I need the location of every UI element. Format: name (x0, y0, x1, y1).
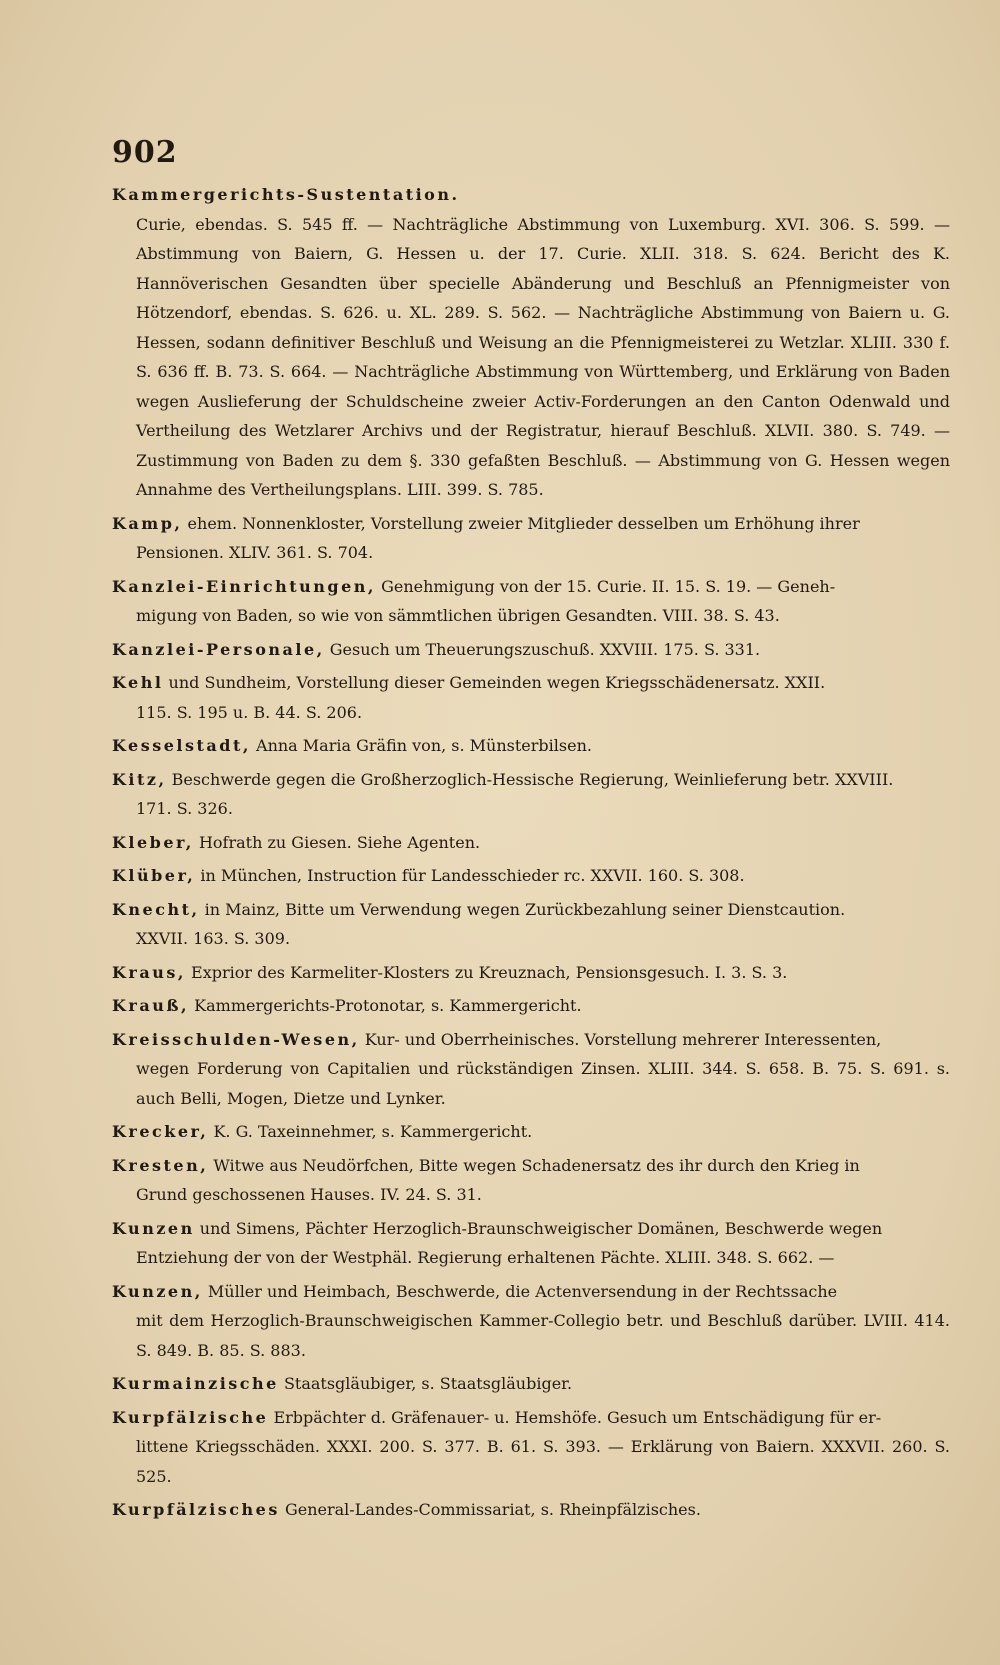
entry-continuation: 115. S. 195 u. B. 44. S. 206. (136, 702, 363, 722)
entry-text: Hofrath zu Giesen. Siehe Agenten. (193, 832, 481, 852)
index-entry (112, 1117, 950, 1147)
index-entry (112, 1025, 950, 1114)
entry-heading: Kanzlei-Personale, (112, 639, 325, 659)
index-entry (112, 1369, 950, 1399)
index-entry (112, 1495, 950, 1525)
index-entry (112, 958, 950, 988)
entry-heading: Kamp, (112, 513, 183, 533)
entry-heading: Kraus, (112, 962, 186, 982)
index-entry (112, 668, 950, 727)
entry-continuation: Entziehung der von der Westphäl. Regierung erhaltenen Pächte. XLIII. 348. S. 662. — (136, 1248, 835, 1267)
index-entry (112, 572, 950, 631)
entry-heading: Klüber, (112, 866, 196, 885)
entry-text: Gesuch um Theuerungszuschuß. XXVIII. 175. S. 331. (324, 639, 761, 659)
entry-text: Kur- und Oberrheinisches. Vorstellung mehrerer Interessenten, (359, 1029, 882, 1049)
entry-text: Witwe aus Neudörfchen, Bitte wegen Schadenersatz des ihr durch den Krieg in (208, 1155, 860, 1175)
entry-text: Müller und Heimbach, Beschwerde, die Actenversendung in der Rechtssache (202, 1281, 838, 1301)
entry-heading: Kunzen (112, 1218, 195, 1238)
entry-text: Beschwerde gegen die Großherzoglich-Hessische Regierung, Weinlieferung betr. XXVIII. (166, 769, 894, 789)
entry-text: ehem. Nonnenkloster, Vorstellung zweier Mitglieder desselben um Erhöhung ihrer (182, 513, 860, 533)
index-entry (112, 1151, 950, 1210)
entry-continuation: migung von Baden, so wie von sämmtlichen übrigen Gesandten. VIII. 38. S. 43. (136, 606, 780, 625)
index-entry (112, 180, 950, 505)
index-entry (112, 861, 950, 891)
index-entry (112, 1214, 950, 1273)
entry-continuation: 171. S. 326. (136, 799, 233, 818)
entry-text: in München, Instruction für Landesschieder rc. XXVII. 160. S. 308. (195, 866, 745, 885)
entry-heading: Kleber, (112, 832, 194, 852)
index-entry (112, 1277, 950, 1366)
entry-continuation: mit dem Herzoglich-Braunschweigischen Kammer-Collegio betr. und Beschluß darüber. LVIII. 414. S. 849. B. 85. S. 883. (136, 1311, 950, 1360)
page-number: 902 (112, 135, 178, 170)
entry-heading: Kurpfälzische (112, 1407, 269, 1427)
index-entry (112, 765, 950, 824)
entry-continuation: Grund geschossenen Hauses. IV. 24. S. 31. (136, 1185, 482, 1204)
index-entry (112, 635, 950, 665)
entry-heading: Kreisschulden-Wesen, (112, 1029, 360, 1049)
index-entry (112, 991, 950, 1021)
entry-text: Anna Maria Gräfin von, s. Münsterbilsen. (250, 736, 592, 755)
entry-text: Genehmigung von der 15. Curie. II. 15. S. 19. — Geneh- (375, 576, 836, 596)
entry-continuation: Pensionen. XLIV. 361. S. 704. (136, 543, 374, 562)
entry-heading: Krauß, (112, 996, 190, 1015)
entry-continuation: Curie, ebendas. S. 545 ff. — Nachträgliche Abstimmung von Luxemburg. XVI. 306. S. 599. — Abstimmung von Baiern, G. Hessen u. der 17. Curie. XLII. 318. S. 624. Bericht des K. Hannöverischen Gesandten über specielle Abänderung und Beschluß an Pfennigmeister von Hötzendorf, ebendas. S. 626. u. XL. 289. S. 562. — Nachträgliche Abstimmung von Baiern u. G. Hessen, sodann definitiver Beschluß und Weisung an die Pfennigmeisterei zu Wetzlar. XLIII. 330 f. S. 636 ff. B. 73. S. 664. — Nachträgliche Abstimmung von Württemberg, und Erklärung von Baden wegen Auslieferung der Schuldscheine zweier Activ-Forderungen an den Canton Odenwald und Vertheilung des Wetzlarer Archivs und der Registratur, hierauf Beschluß. XLVII. 380. S. 749. — Zustimmung von Baden zu dem §. 330 gefaßten Beschluß. — Abstimmung von G. Hessen wegen Annahme des Vertheilungsplans. LIII. 399. S. 785. (136, 214, 950, 499)
entry-heading: Kurmainzische (112, 1374, 279, 1393)
entry-text: Erbpächter d. Gräfenauer- u. Hemshöfe. Gesuch um Entschädigung für er- (268, 1407, 882, 1427)
entry-text: General-Landes-Commissariat, s. Rheinpfälzisches. (279, 1500, 701, 1519)
index-entries (112, 180, 950, 1529)
entry-heading: Kesselstadt, (112, 736, 251, 755)
entry-heading: Knecht, (112, 899, 200, 919)
entry-heading: Krecker, (112, 1122, 209, 1141)
entry-heading: Kehl (112, 673, 164, 692)
entry-heading: Kunzen, (112, 1281, 203, 1301)
entry-text: und Sundheim, Vorstellung dieser Gemeinden wegen Kriegsschädenersatz. XXII. (163, 673, 826, 692)
entry-continuation: XXVII. 163. S. 309. (136, 929, 291, 948)
entry-heading: Kanzlei-Einrichtungen, (112, 576, 376, 596)
entry-text: in Mainz, Bitte um Verwendung wegen Zurückbezahlung seiner Dienstcaution. (199, 899, 846, 919)
entry-heading: Kitz, (112, 769, 167, 789)
index-entry (112, 895, 950, 954)
entry-heading: Kresten, (112, 1155, 209, 1175)
entry-text: Kammergerichts-Protonotar, s. Kammergericht. (189, 996, 582, 1015)
entry-continuation: littene Kriegsschäden. XXXI. 200. S. 377. B. 61. S. 393. — Erklärung von Baiern. XXXVII. 260. S. 525. (136, 1437, 950, 1486)
entry-text: K. G. Taxeinnehmer, s. Kammergericht. (208, 1122, 533, 1141)
entry-text: Staatsgläubiger, s. Staatsgläubiger. (278, 1374, 573, 1393)
index-entry (112, 828, 950, 858)
entry-text: und Simens, Pächter Herzoglich-Braunschweigischer Domänen, Beschwerde wegen (194, 1218, 883, 1238)
index-entry (112, 1403, 950, 1492)
entry-continuation: wegen Forderung von Capitalien und rückständigen Zinsen. XLIII. 344. S. 658. B. 75. S. 691. s. auch Belli, Mogen, Dietze und Lynker. (136, 1059, 950, 1108)
index-entry (112, 731, 950, 761)
entry-heading: Kurpfälzisches (112, 1500, 280, 1519)
index-entry (112, 509, 950, 568)
entry-text: Exprior des Karmeliter-Klosters zu Kreuznach, Pensionsgesuch. I. 3. S. 3. (185, 962, 788, 982)
entry-heading: Kammergerichts-Sustentation. (112, 185, 460, 204)
